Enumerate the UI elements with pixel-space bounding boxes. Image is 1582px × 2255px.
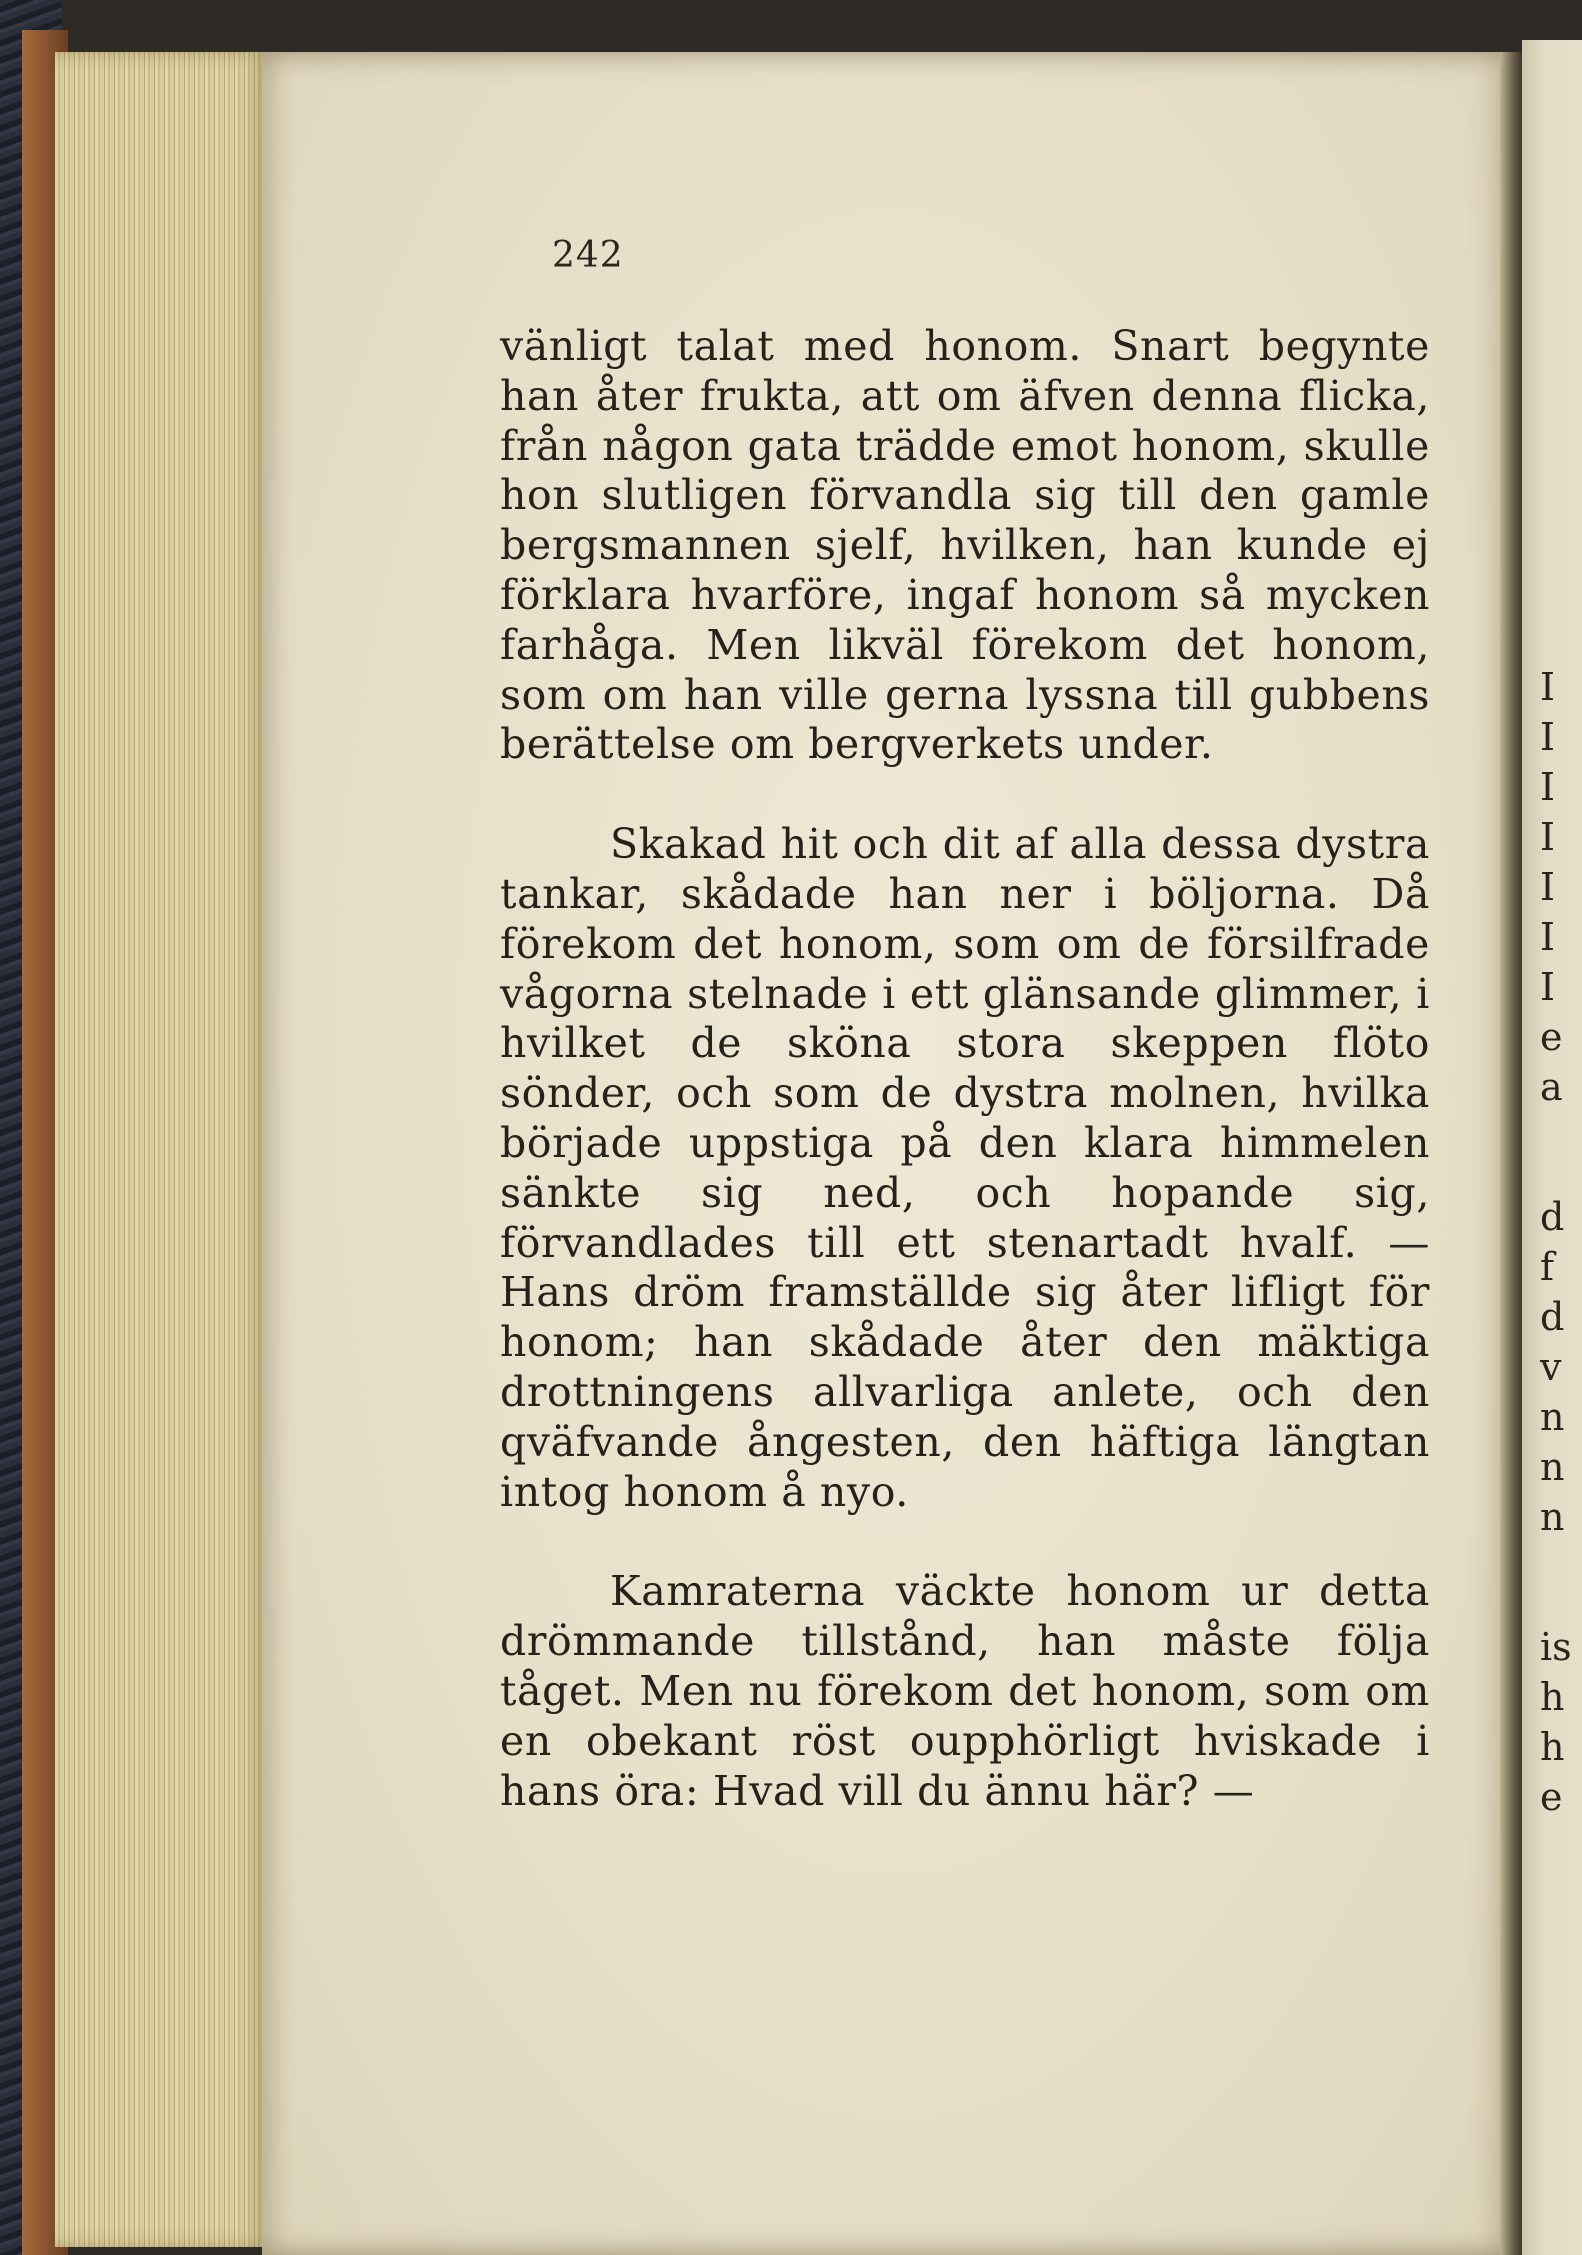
next-page-fragment: e xyxy=(1540,1775,1563,1819)
next-page-fragment: I xyxy=(1540,815,1556,859)
next-page-fragment: is xyxy=(1540,1625,1572,1669)
next-page-edge xyxy=(1522,40,1582,2255)
page-stack-edge xyxy=(55,52,270,2247)
book-gutter xyxy=(1500,52,1522,2255)
next-page-fragment: n xyxy=(1540,1395,1565,1439)
next-page-fragment: n xyxy=(1540,1495,1565,1539)
next-page-fragment: v xyxy=(1540,1345,1562,1389)
page-text xyxy=(500,322,1430,1816)
paragraph-3: Kamraterna väckte honom ur detta drömmande tillstånd, han måste följa tåget. Men nu förekom det honom, som om en obekant röst oupphörligt hviskade i hans öra: Hvad vill du ännu här? — xyxy=(500,1567,1430,1815)
next-page-fragment: I xyxy=(1540,765,1556,809)
next-page-fragment: d xyxy=(1540,1295,1565,1339)
next-page-fragment: d xyxy=(1540,1195,1565,1239)
next-page-fragment: a xyxy=(1540,1065,1563,1109)
next-page-fragment: n xyxy=(1540,1445,1565,1489)
next-page-fragment: I xyxy=(1540,665,1556,709)
next-page-fragment: I xyxy=(1540,965,1556,1009)
paragraph-1: vänligt talat med honom. Snart begynte han åter frukta, att om äfven denna flicka, från någon gata trädde emot honom, skulle hon slutligen förvandla sig till den gamle bergsmannen sjelf, hvilken, han kunde ej förklara hvarföre, ingaf honom så mycken farhåga. Men likväl förekom det honom, som om han ville gerna lyssna till gubbens berättelse om bergverkets under. xyxy=(500,322,1430,769)
next-page-fragment: h xyxy=(1540,1725,1565,1769)
next-page-fragment: I xyxy=(1540,865,1556,909)
next-page-fragment: I xyxy=(1540,715,1556,759)
next-page-fragment: e xyxy=(1540,1015,1563,1059)
paragraph-2: Skakad hit och dit af alla dessa dystra tankar, skådade han ner i böljorna. Då förekom det honom, som om de försilfrade vågorna stelnade i ett glänsande glimmer, i hvilket de sköna stora skeppen flöto sönder, och som de dystra molnen, hvilka började uppstiga på den klara himmelen sänkte sig ned, och hopande sig, förvandlades till ett stenartadt hvalf. — Hans dröm framställde sig åter lifligt för honom; han skådade åter den mäktiga drottningens allvarliga anlete, och den qväfvande ångesten, den häftiga längtan intog honom å nyo. xyxy=(500,820,1430,1516)
page-number: 242 xyxy=(552,235,624,276)
next-page-fragment: h xyxy=(1540,1675,1565,1719)
next-page-fragment: f xyxy=(1540,1245,1555,1289)
next-page-fragment: I xyxy=(1540,915,1556,959)
